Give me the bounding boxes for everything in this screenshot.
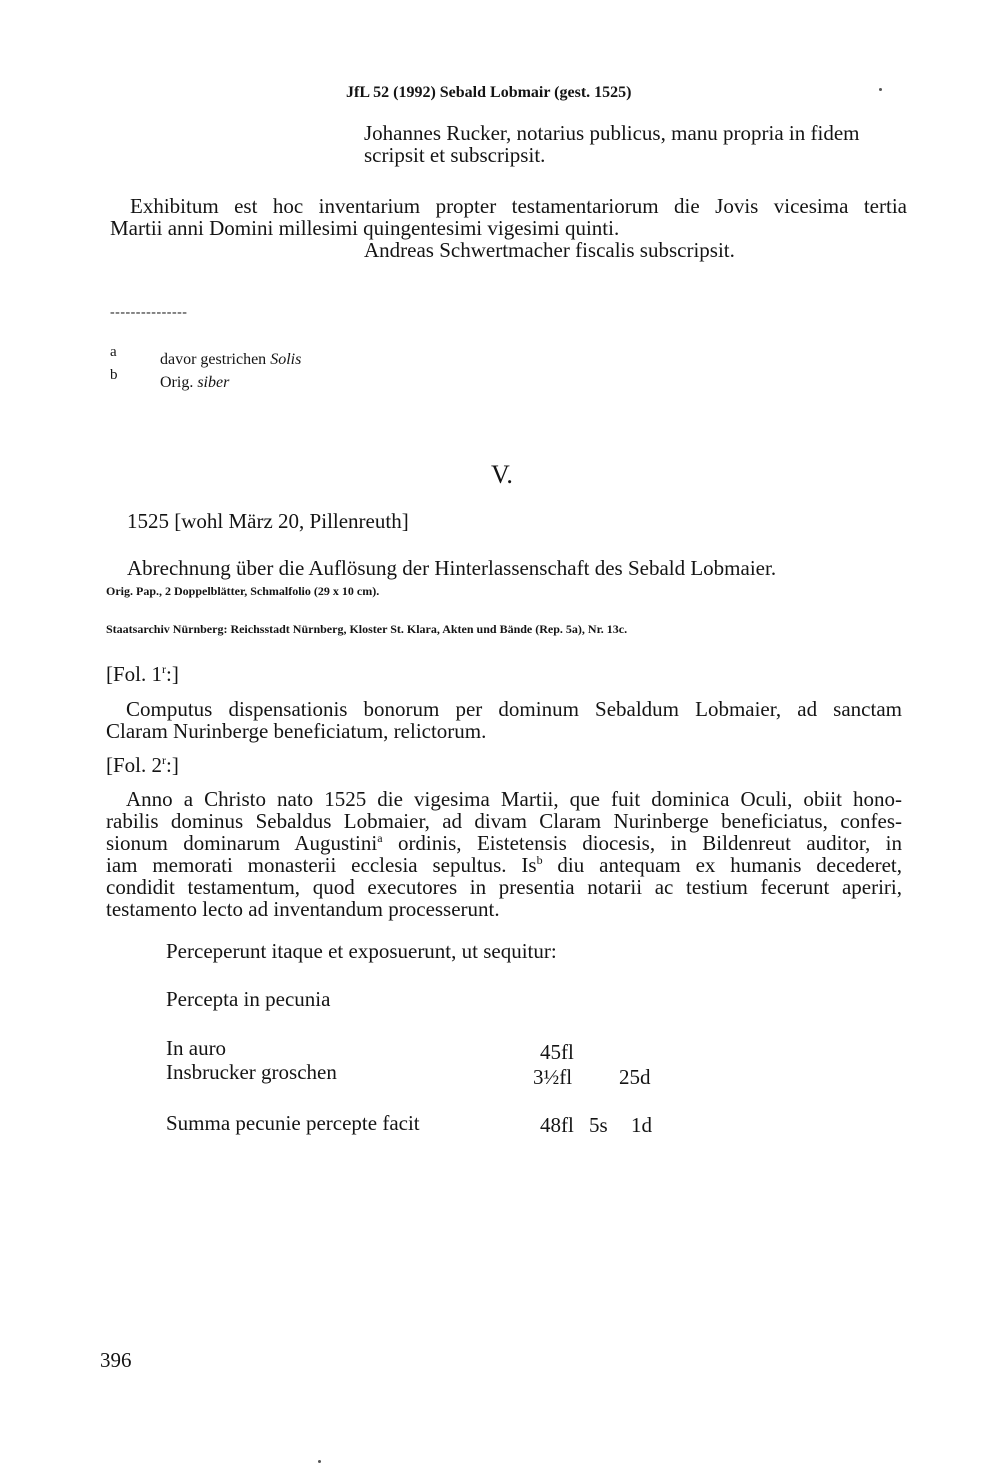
exhibitum-line-2: Martii anni Domini millesimi quingentesimi vigesimi quinti.: [110, 216, 620, 240]
perceperunt-line: Perceperunt itaque et exposuerunt, ut sequitur:: [166, 939, 557, 963]
exhibitum-line-1: Exhibitum est hoc inventarium propter testamentariorum die Jovis vicesima tertia: [130, 194, 907, 218]
folio-2-recto: [Fol. 2$^r$:]: [106, 753, 179, 777]
exhibitum-paragraph: [110, 195, 907, 239]
ledger-total-s: 5s: [589, 1113, 608, 1137]
computus-line-1: Computus dispensationis bonorum per dominum Sebaldum Lobmaier, ad sanctam: [126, 697, 902, 721]
anno-paragraph: [106, 788, 902, 920]
anno-line: Anno a Christo nato 1525 die vigesima Martii, que fuit dominica Oculi, obiit hono-: [126, 787, 902, 811]
percepta-heading: Percepta in pecunia: [166, 987, 331, 1011]
computus-paragraph: [106, 698, 902, 742]
anno-line: condidit testamentum, quod executores in presentia notarii ac testium fecerunt aperiri,: [106, 875, 902, 899]
ledger-total-d: 1d: [631, 1113, 652, 1137]
anno-line: testamento lecto ad inventandum processerunt.: [106, 897, 500, 921]
ledger-label: In auro: [166, 1036, 227, 1060]
document-title: Abrechnung über die Auflösung der Hinterlassenschaft des Sebald Lobmaier.: [127, 556, 777, 580]
date-line: 1525 [wohl März 20, Pillenreuth]: [127, 509, 409, 533]
scan-speck: [318, 1460, 321, 1463]
running-head: JfL 52 (1992) Sebald Lobmair (gest. 1525): [346, 84, 632, 101]
ledger-amount-fl: 3½fl: [533, 1065, 573, 1089]
ledger-label: Insbrucker groschen: [166, 1060, 337, 1084]
ledger-total-label: Summa pecunie percepte facit: [166, 1111, 420, 1135]
footnote-rule: ---------------: [110, 305, 188, 320]
notary-signature-line-1: Johannes Rucker, notarius publicus, manu propria in fidem: [364, 121, 860, 145]
original-description: Orig. Pap., 2 Doppelblätter, Schmalfolio (29 x 10 cm).: [106, 584, 380, 598]
footnote-mark-b: b: [110, 367, 118, 383]
page-number: 396: [100, 1348, 132, 1372]
archive-reference: Staatsarchiv Nürnberg: Reichsstadt Nürnberg, Kloster St. Klara, Akten und Bände (Rep. 5a), Nr. 13c.: [106, 622, 628, 636]
anno-line: iam memorati monasterii ecclesia sepultus. Is$^b$ diu antequam ex humanis decederet,: [106, 853, 902, 877]
section-number: V.: [491, 460, 513, 489]
ledger-amount-fl: 45fl: [540, 1040, 574, 1064]
ledger-total-fl: 48fl: [540, 1113, 574, 1137]
footnote-mark-a: a: [110, 344, 117, 360]
scan-speck: [879, 88, 882, 91]
footnote-b: Orig. siber: [160, 374, 230, 391]
footnote-a: davor gestrichen Solis: [160, 351, 302, 368]
anno-line: sionum dominarum Augustini$^a$ ordinis, Eistetensis diocesis, in Bildenreut auditor, in: [106, 831, 902, 855]
computus-line-2: Claram Nurinberge beneficiatum, relictorum.: [106, 719, 487, 743]
anno-line: rabilis dominus Sebaldus Lobmaier, ad divam Claram Nurinberge beneficiatus, confes-: [106, 809, 902, 833]
folio-1-recto: [Fol. 1$^r$:]: [106, 662, 179, 686]
ledger-amount-d: 25d: [619, 1065, 651, 1089]
fiscal-signature: Andreas Schwertmacher fiscalis subscripsit.: [364, 238, 735, 262]
notary-signature-line-2: scripsit et subscripsit.: [364, 143, 546, 167]
